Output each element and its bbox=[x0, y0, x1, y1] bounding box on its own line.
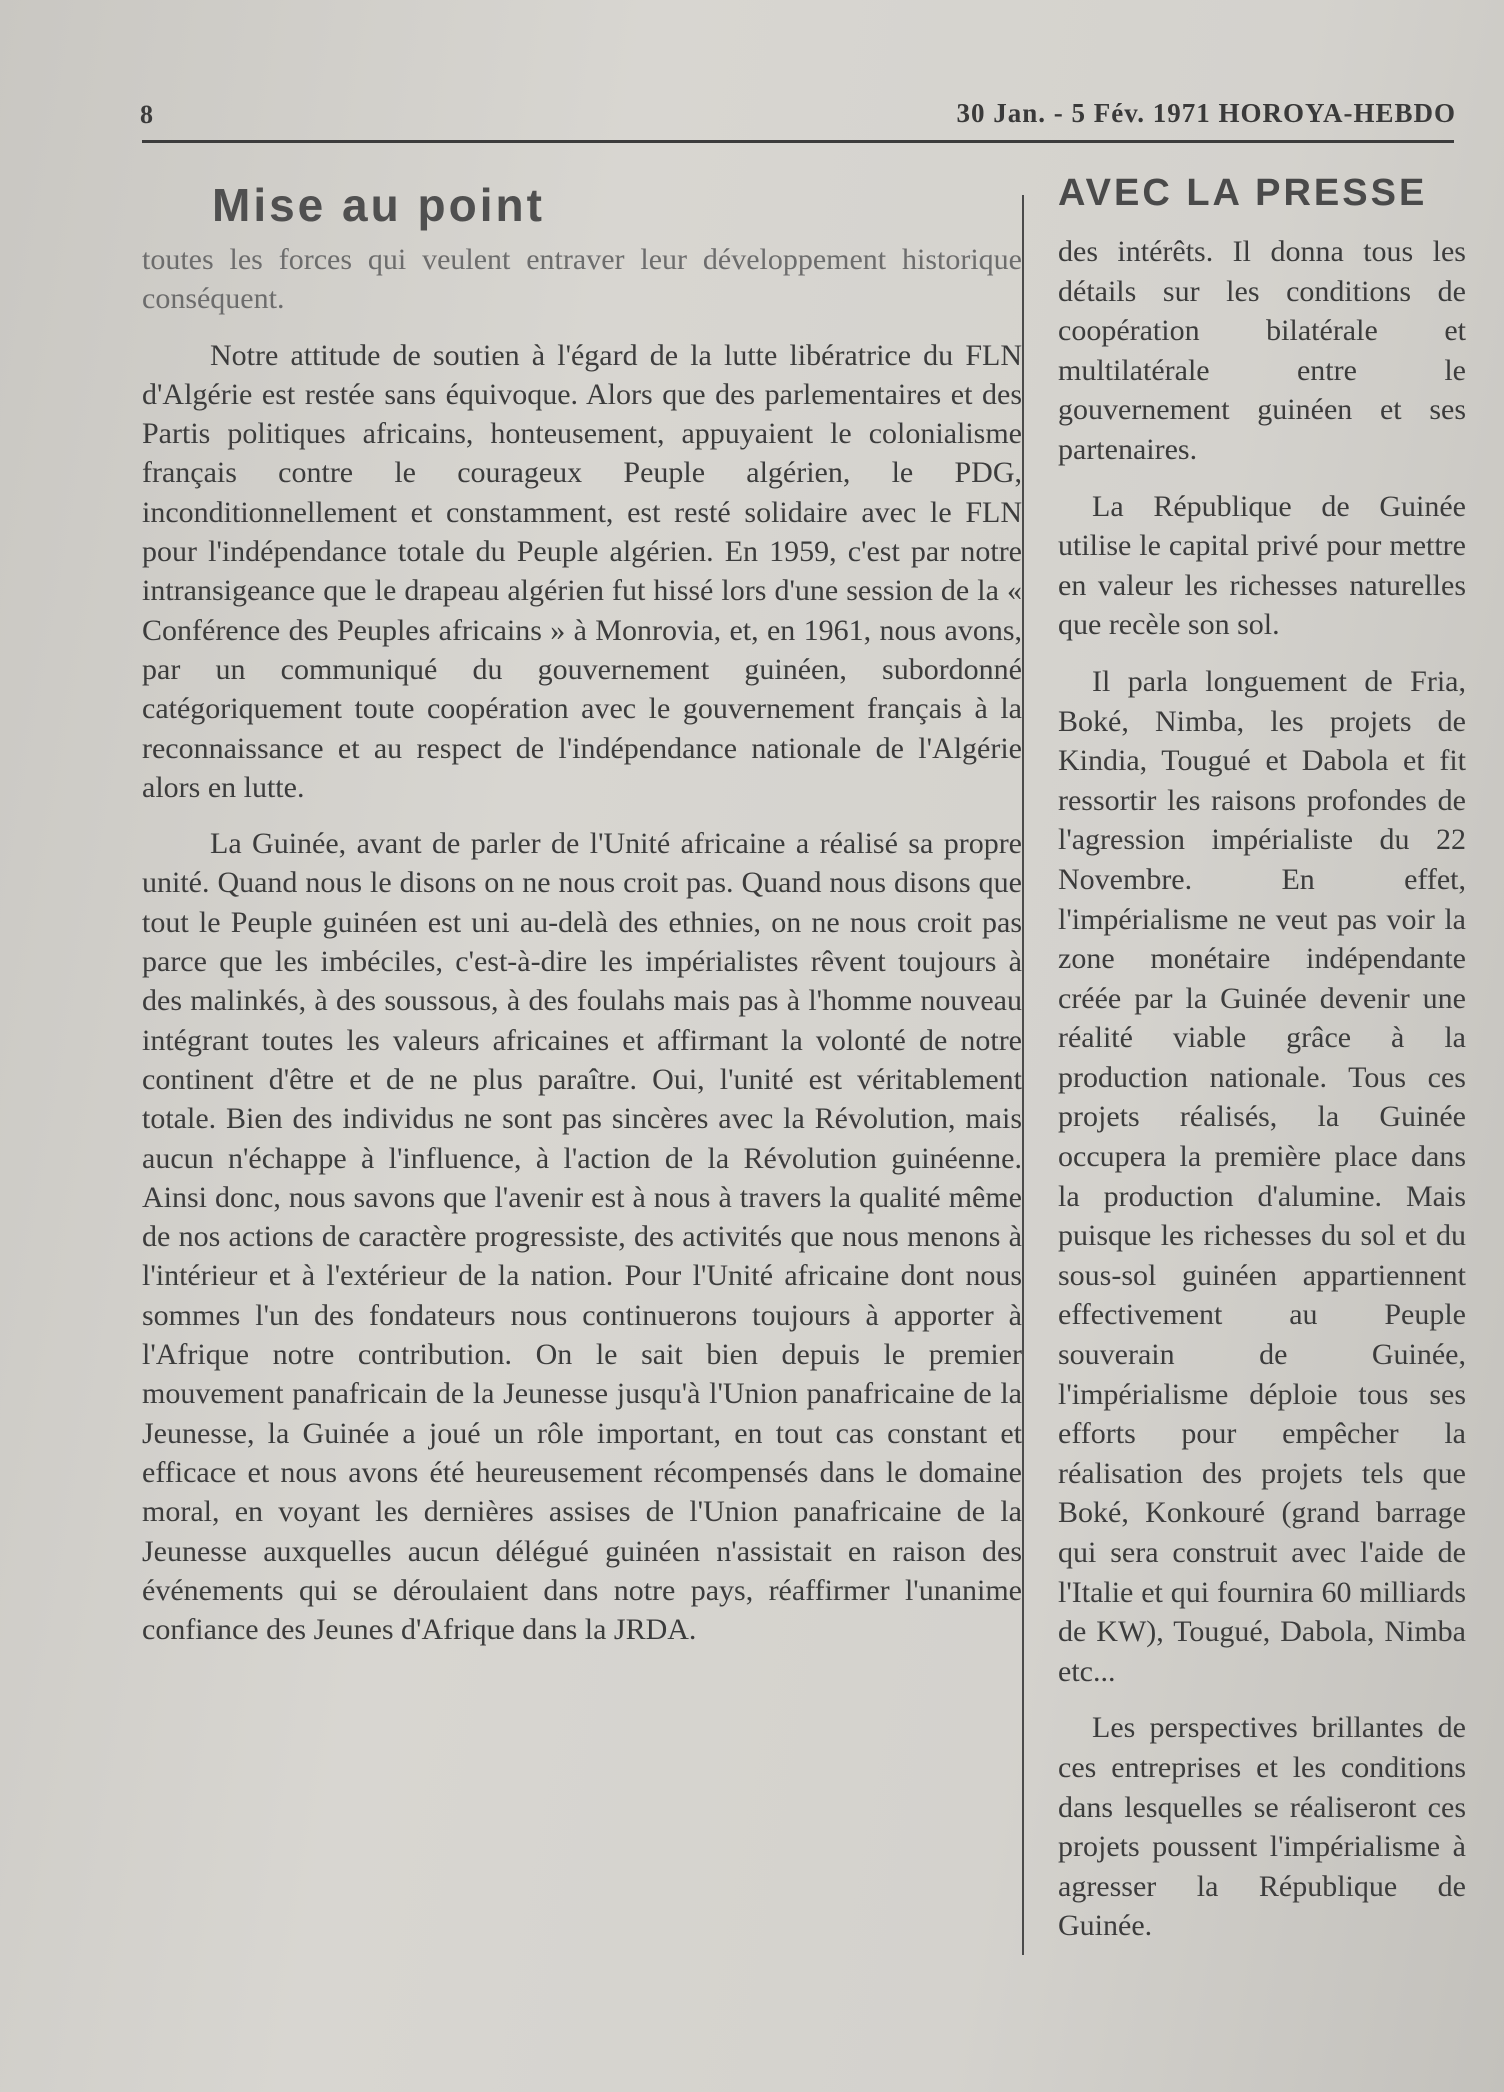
header-rule bbox=[142, 140, 1454, 143]
paragraph: Il parla longuement de Fria, Boké, Nimba, les projets de Kindia, Tougué et Dabola et fit ressortir les raisons profondes de l'agression impérialiste du 22 Novembre. En effet, l'impérialisme ne veut pas voir la zone monétaire indépendante créée par la Guinée devenir une réalité viable grâce à la production nationale. Tous ces projets réalisés, la Guinée occupera la première place dans la production d'alumine. Mais puisque les richesses du sol et du sous-sol guinéen appartiennent effectivement au Peuple souverain de Guinée, l'impérialisme déploie tous ses efforts pour empêcher la réalisation des projets tels que Boké, Konkouré (grand barrage qui sera construit avec l'aide de l'Italie et qui fournira 60 milliards de KW), Tougué, Dabola, Nimba etc... bbox=[1058, 664, 1466, 1688]
paragraph: La Guinée, avant de parler de l'Unité africaine a réalisé sa propre unité. Quand nous le disons on ne nous croit pas. Quand nous disons que tout le Peuple guinéen est uni au-delà des ethnies, on ne nous croit pas parce que les imbéciles, c'est-à-dire les impérialistes rêvent toujours à des malinkés, à des soussous, à des foulahs mais pas à l'homme nouveau intégrant toutes les valeurs africaines et affirmant la volonté de notre continent d'être et de ne plus paraître. Oui, l'unité est véritablement totale. Bien des individus ne sont pas sincères avec la Révolution, mais aucun n'échappe à l'influence, à l'action de la Révolution guinéenne. Ainsi donc, nous savons que l'avenir est à nous à travers la qualité même de nos actions de caractère progressiste, des activités que nous menons à l'intérieur et à l'extérieur de la nation. Pour l'Unité africaine dont nous sommes l'un des fondateurs nous continuerons toujours à apporter à l'Afrique notre contribution. On le sait bien depuis le premier mouvement panafricain de la Jeunesse jusqu'à l'Union panafricaine de la Jeunesse, la Guinée a joué un rôle important, en tout cas constant et efficace et nous avons été heureusement récompensés dans le domaine moral, en voyant les dernières assises de l'Union panafricaine de la Jeunesse auxquelles aucun délégué guinéen n'assistait en raison des événements qui se déroulaient dans notre pays, réaffirmer l'unanime confiance des Jeunes d'Afrique dans la JRDA. bbox=[142, 827, 1022, 1647]
paragraph: Notre attitude de soutien à l'égard de la lutte libératrice du FLN d'Algérie est restée sans équivoque. Alors que des parlementaires et des Partis politiques africains, honteusement, appuyaient le colonialisme français contre le courageux Peuple algérien, le PDG, inconditionnellement et constamment, est resté solidaire avec le FLN pour l'indépendance totale du Peuple algérien. En 1959, c'est par notre intransigeance que le drapeau algérien fut hissé lors d'une session de la « Conférence des Peuples africains » à Monrovia, et, en 1961, nous avons, par un communiqué du gouvernement guinéen, subordonné catégoriquement toute coopération avec le gouvernement français à la reconnaissance et au respect de l'indépendance nationale de l'Algérie alors en lutte. bbox=[142, 338, 1022, 804]
page-number: 8 bbox=[140, 100, 153, 129]
column-divider bbox=[1022, 195, 1024, 1955]
right-column-title: AVEC LA PRESSE bbox=[1058, 172, 1428, 214]
issue-date-masthead: 30 Jan. - 5 Fév. 1971 HOROYA-HEBDO bbox=[956, 98, 1456, 128]
left-column-title: Mise au point bbox=[212, 179, 545, 231]
right-column-body bbox=[1058, 232, 1466, 1963]
paragraph: des intérêts. Il donna tous les détails sur les conditions de coopération bilatérale et multilatérale entre le gouvernement guinéen et ses partenaires. bbox=[1058, 235, 1466, 466]
left-column-body bbox=[142, 240, 1022, 1666]
paragraph: toutes les forces qui veulent entraver leur développement historique conséquent. bbox=[142, 243, 1022, 316]
paragraph: La République de Guinée utilise le capital privé pour mettre en valeur les richesses naturelles que recèle son sol. bbox=[1058, 489, 1466, 642]
paragraph: Les perspectives brillantes de ces entreprises et les conditions dans lesquelles se réaliseront ces projets poussent l'impérialisme à agresser la République de Guinée. bbox=[1058, 1711, 1466, 1943]
